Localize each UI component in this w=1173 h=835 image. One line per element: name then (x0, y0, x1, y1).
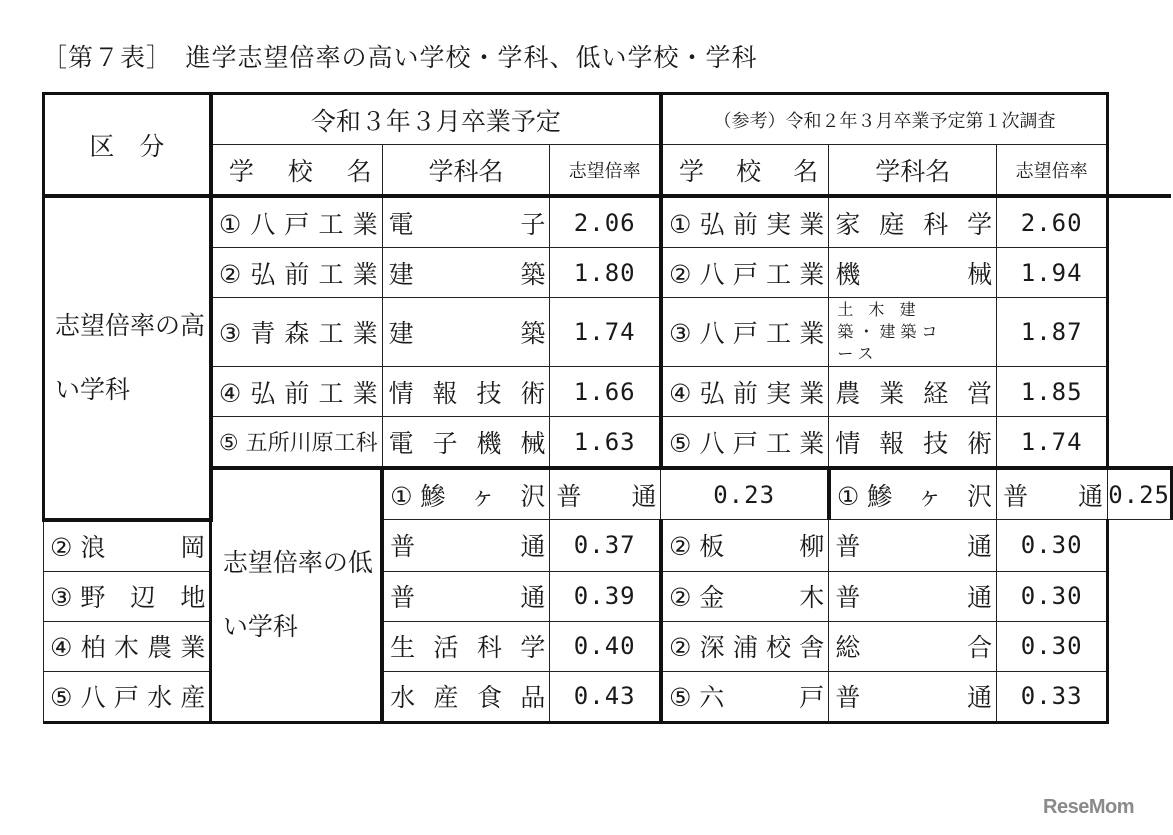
ref-school-cell: ① 鰺 ヶ 沢 (829, 468, 997, 520)
ref-school-cell: ① 弘 前 実 業 (661, 196, 829, 248)
school-cell: ② 浪 岡 (44, 520, 211, 572)
ref-dept-multiline: 土 木 建 築・建築コース (837, 300, 943, 363)
school-cell: ⑤ 五所川原工科 (211, 417, 382, 469)
ref-col-school-header: 学 校 名 (661, 145, 829, 197)
rate-cell: 1.63 (550, 417, 661, 469)
ref-dept-cell: 機 械 (829, 248, 997, 298)
resemom-logo: ReseMom (1043, 796, 1134, 818)
ref-rate-cell: 2.60 (997, 196, 1108, 248)
kubun-header: 区 分 (44, 94, 211, 197)
table-row (44, 468, 1172, 520)
ref-rate-cell: 1.87 (997, 298, 1108, 367)
dept-cell: 情報技術 (382, 367, 550, 417)
table-title: ［第７表］ 進学志望倍率の高い学校・学科、低い学校・学科 (42, 43, 758, 72)
ref-rate-cell: 0.30 (997, 520, 1108, 572)
ref-dept-cell (829, 298, 997, 367)
ref-rate-cell: 0.30 (997, 621, 1108, 671)
ref-school-cell: ④ 弘 前 実 業 (661, 367, 829, 417)
application-ratio-table (42, 92, 1173, 724)
ref-school-cell: ② 深 浦 校 舎 (661, 621, 829, 671)
current-group-header: 令和３年３月卒業予定 (211, 94, 661, 145)
ref-dept-cell: 農業経営 (829, 367, 997, 417)
ref-dept-cell: 普 通 (829, 571, 997, 621)
ref-school-cell: ② 板 柳 (661, 520, 829, 572)
ref-rate-cell: 1.85 (997, 367, 1108, 417)
ref-school-cell: ⑤ 六 戸 (661, 671, 829, 722)
dept-cell: 普 通 (382, 520, 550, 572)
ref-dept-cell: 普 通 (829, 520, 997, 572)
school-cell: ③ 青 森 工 業 (211, 298, 382, 367)
rate-cell: 0.39 (550, 571, 661, 621)
dept-cell: 建 築 (382, 298, 550, 367)
ref-rate-cell: 0.30 (997, 571, 1108, 621)
dept-cell: 電 子 (382, 196, 550, 248)
col-rate-header: 志望倍率 (550, 145, 661, 197)
col-dept-header: 学科名 (382, 145, 550, 197)
dept-cell: 普 通 (382, 571, 550, 621)
table-row (44, 367, 1172, 417)
table-row (44, 248, 1172, 298)
table-row (44, 196, 1172, 248)
ref-rate-cell: 0.33 (997, 671, 1108, 722)
school-cell: ① 八 戸 工 業 (211, 196, 382, 248)
rate-cell: 2.06 (550, 196, 661, 248)
ref-dept-cell: 総 合 (829, 621, 997, 671)
school-cell: ⑤ 八 戸 水 産 (44, 671, 211, 722)
ref-dept-cell: 情報技術 (829, 417, 997, 469)
dept-cell: 普 通 (550, 468, 661, 520)
dept-cell: 生活科学 (382, 621, 550, 671)
rate-cell: 1.66 (550, 367, 661, 417)
school-cell: ③ 野 辺 地 (44, 571, 211, 621)
ref-rate-cell: 1.74 (997, 417, 1108, 469)
dept-cell: 水産食品 (382, 671, 550, 722)
ref-group-header: （参考）令和２年３月卒業予定第１次調査 (661, 94, 1108, 145)
school-cell: ④ 柏 木 農 業 (44, 621, 211, 671)
ref-school-cell: ⑤ 八 戸 工 業 (661, 417, 829, 469)
rate-cell: 0.37 (550, 520, 661, 572)
ref-rate-cell: 0.25 (1108, 468, 1172, 520)
rate-cell: 0.23 (661, 468, 829, 520)
table-row (44, 298, 1172, 367)
low-group-label (211, 468, 382, 722)
rate-cell: 1.74 (550, 298, 661, 367)
table-row (44, 417, 1172, 469)
dept-cell: 電子機械 (382, 417, 550, 469)
ref-dept-cell: 普 通 (997, 468, 1108, 520)
ref-rate-cell: 1.94 (997, 248, 1108, 298)
school-cell: ④ 弘 前 工 業 (211, 367, 382, 417)
rate-cell: 0.40 (550, 621, 661, 671)
ref-school-cell: ② 八 戸 工 業 (661, 248, 829, 298)
ref-col-rate-header: 志望倍率 (997, 145, 1108, 197)
rate-cell: 1.80 (550, 248, 661, 298)
ref-col-dept-header: 学科名 (829, 145, 997, 197)
high-group-label-text: 志望倍率の高い学科 (55, 310, 206, 404)
high-group-label (44, 196, 211, 520)
ref-school-cell: ③ 八 戸 工 業 (661, 298, 829, 367)
col-school-header: 学 校 名 (211, 145, 382, 197)
ref-school-cell: ② 金 木 (661, 571, 829, 621)
ref-dept-cell: 普 通 (829, 671, 997, 722)
school-cell: ② 弘 前 工 業 (211, 248, 382, 298)
low-group-label-text: 志望倍率の低い学科 (222, 548, 373, 642)
ref-dept-cell: 家庭科学 (829, 196, 997, 248)
rate-cell: 0.43 (550, 671, 661, 722)
school-cell: ① 鰺 ヶ 沢 (382, 468, 550, 520)
dept-cell: 建 築 (382, 248, 550, 298)
